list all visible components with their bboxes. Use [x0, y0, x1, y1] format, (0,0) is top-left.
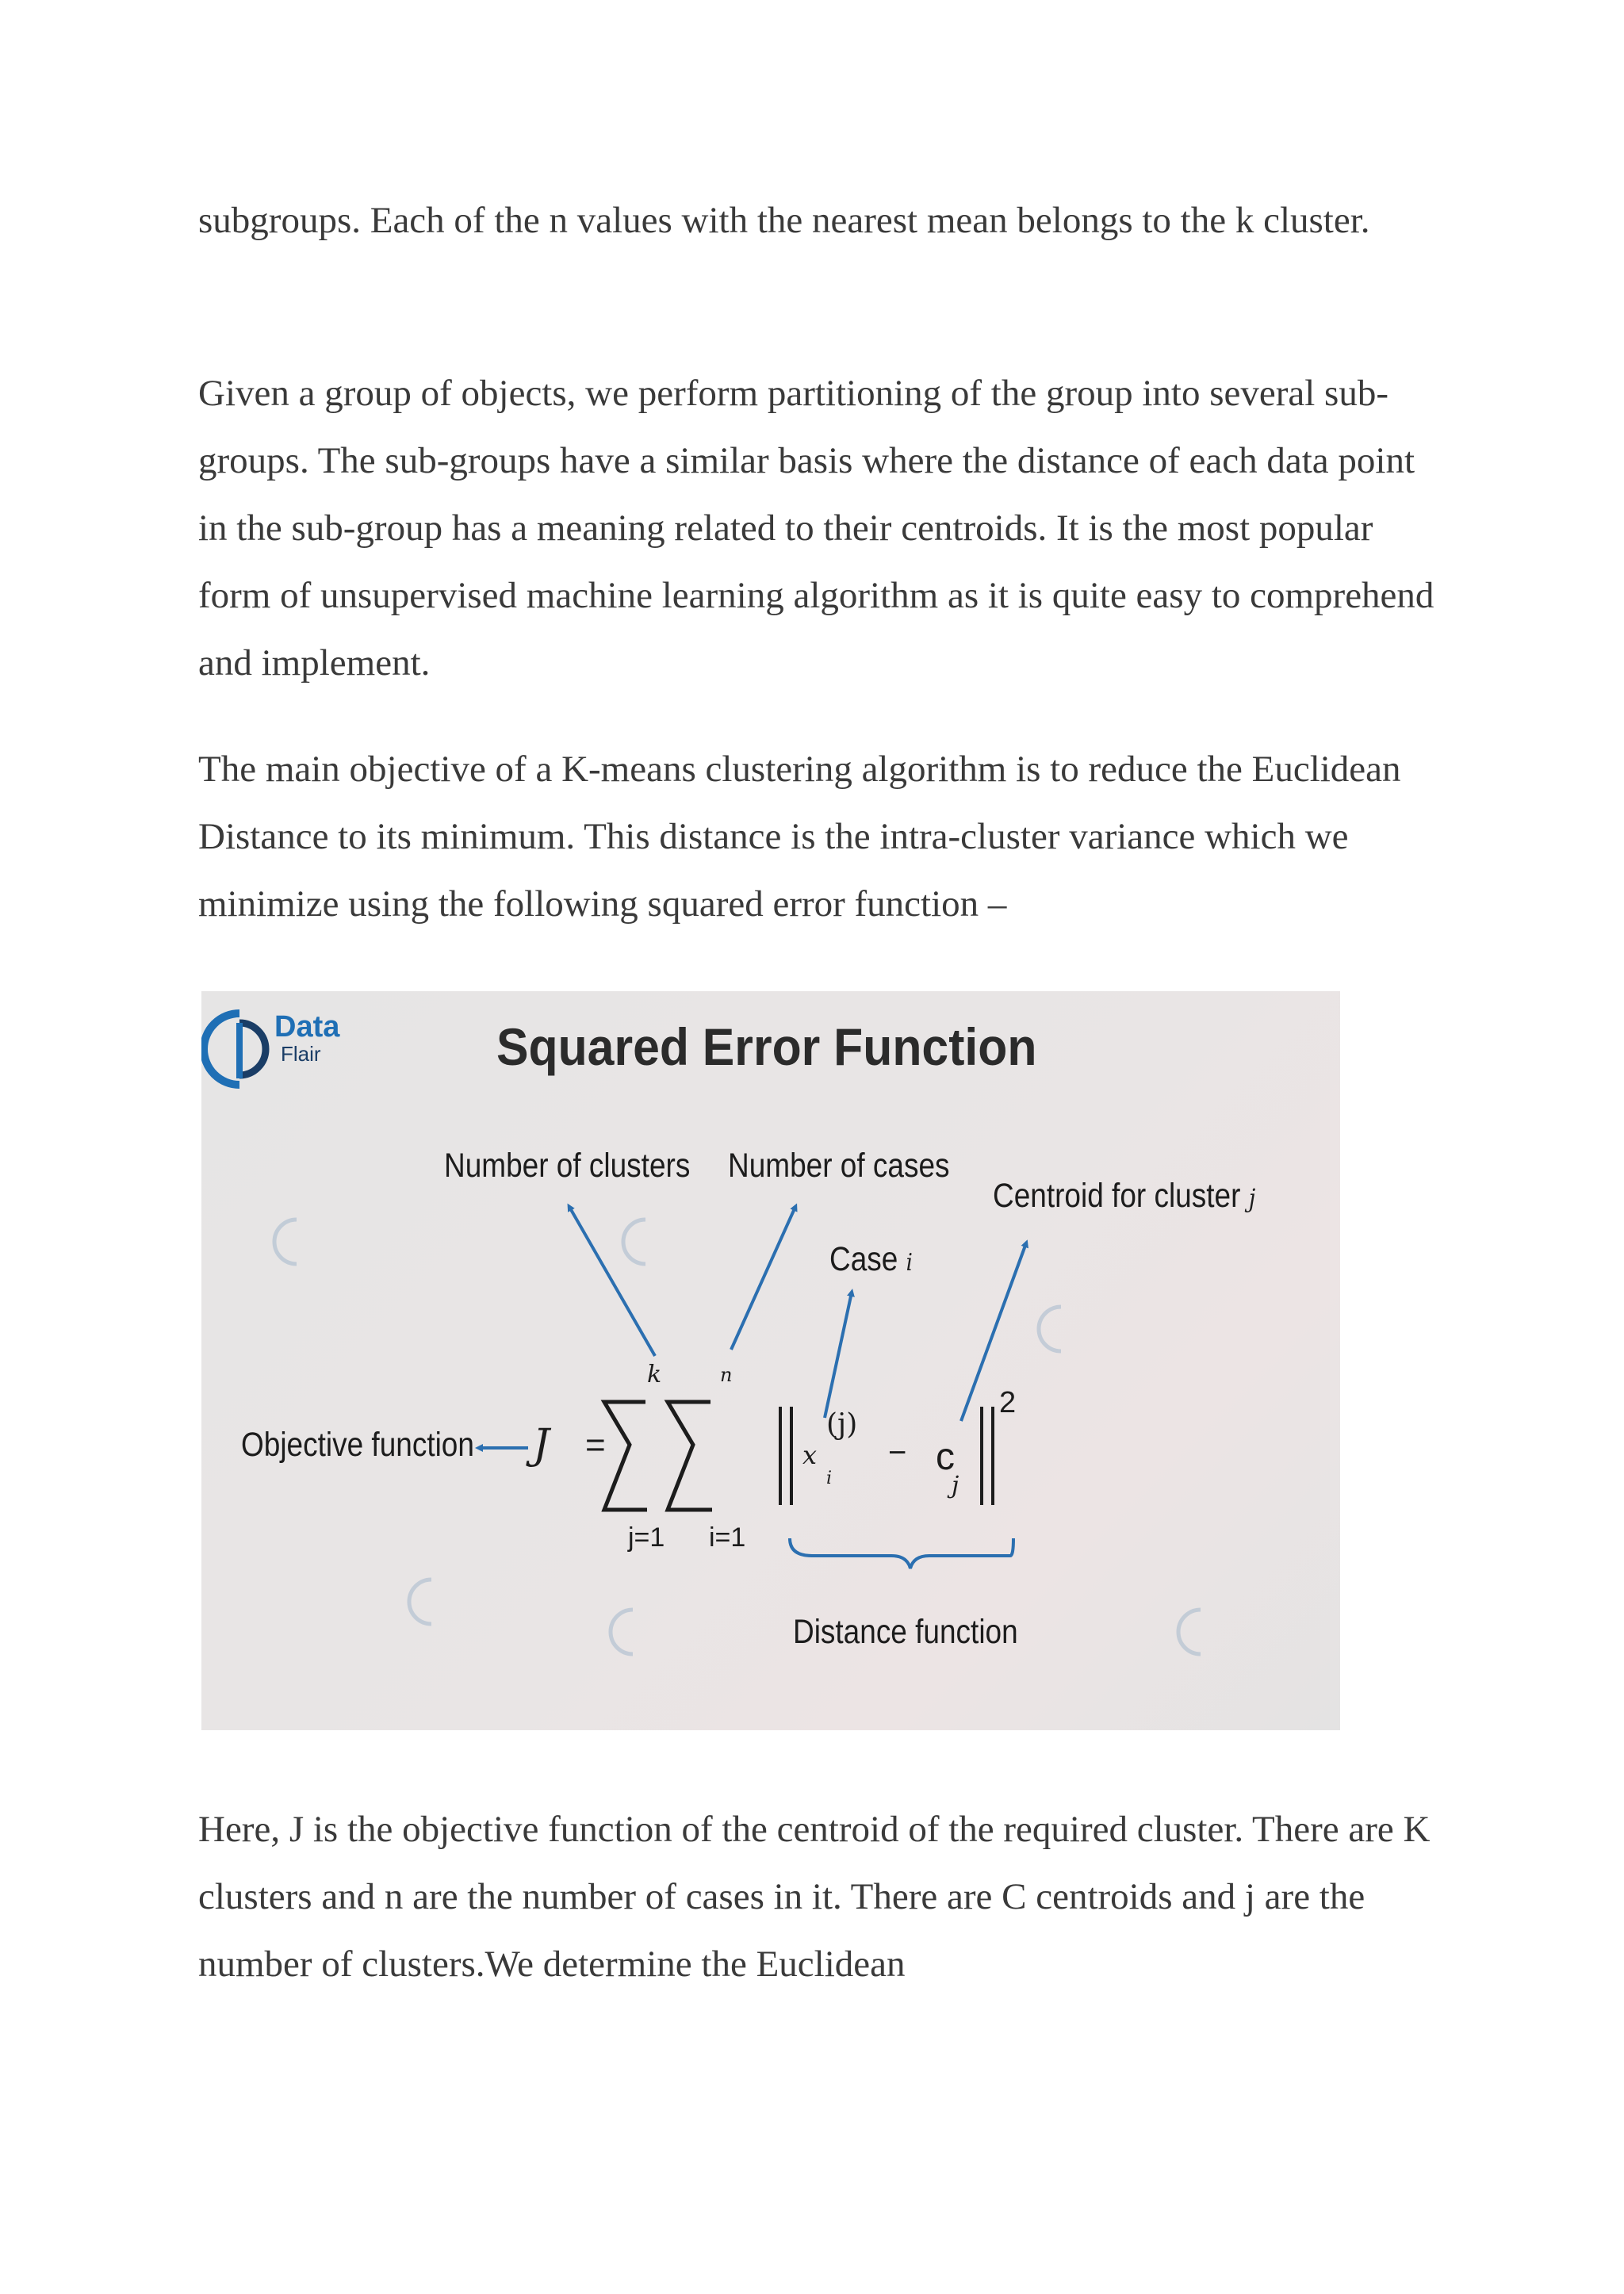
- formula-upper-k: k: [647, 1361, 662, 1388]
- formula-x: x: [802, 1440, 818, 1470]
- label-number-of-cases: Number of cases: [728, 1147, 950, 1185]
- formula-x-sub: i: [826, 1469, 833, 1488]
- paragraph-4: Here, J is the objective function of the centroid of the required cluster. There are K clusters and n are the number of cases in it. There are C centroids and j are the number of clusters.We determine the Euclidean: [198, 1809, 1431, 1985]
- paragraph-3: The main objective of a K-means clustering algorithm is to reduce the Euclidean Distance to its minimum. This distance is the intra-cluster variance which we minimize using the following squared error function –: [198, 749, 1401, 925]
- label-distance-function: Distance function: [793, 1613, 1018, 1651]
- formula-lower-i: i=1: [709, 1522, 746, 1553]
- squared-error-function-figure: [201, 991, 1340, 1730]
- label-centroid-for-cluster: [993, 1177, 1255, 1216]
- figure-title: Squared Error Function: [496, 1017, 1037, 1076]
- arrows: [479, 1207, 1026, 1448]
- sigma-j-icon: [604, 1402, 647, 1510]
- label-case: [829, 1240, 913, 1279]
- arrow-centroid: [961, 1243, 1026, 1421]
- label-objective-function: Objective function: [241, 1426, 474, 1464]
- formula-J: J: [533, 1421, 550, 1469]
- logo-data-text: Data: [274, 1010, 340, 1044]
- logo-flair-text: Flair: [281, 1042, 321, 1066]
- formula-power: 2: [999, 1386, 1017, 1419]
- formula-minus: −: [888, 1435, 907, 1470]
- sigma-i-icon: [668, 1402, 712, 1510]
- formula-c-sub: j: [952, 1472, 959, 1499]
- arrow-num-clusters: [569, 1207, 655, 1356]
- summation-symbols: [604, 1402, 712, 1510]
- paragraph-2: Given a group of objects, we perform partitioning of the group into several sub-groups. The sub-groups have a similar basis where the distance of each data point in the sub-group has a meaning related to their centroids. It is the most popular form of unsupervised machine learning algorithm as it is quite easy to comprehend and implement.: [198, 373, 1434, 684]
- formula-x-sup: (j): [826, 1408, 858, 1441]
- paragraph-1: subgroups. Each of the n values with the nearest mean belongs to the k cluster.: [198, 200, 1370, 241]
- case-label-text: Case: [829, 1240, 898, 1278]
- formula-lower-j: j=1: [628, 1522, 665, 1553]
- formula-c: c: [936, 1436, 955, 1478]
- formula-equals: =: [585, 1426, 606, 1465]
- dataflair-logo-icon: [204, 1013, 266, 1085]
- label-number-of-clusters: Number of clusters: [444, 1147, 691, 1185]
- formula-upper-n: n: [720, 1364, 733, 1386]
- case-var: i: [906, 1249, 913, 1277]
- distance-brace-icon: [790, 1538, 1013, 1568]
- arrow-case: [825, 1293, 852, 1418]
- centroid-label-text: Centroid for cluster: [993, 1177, 1241, 1215]
- arrow-num-cases: [731, 1207, 795, 1350]
- centroid-var: j: [1248, 1183, 1256, 1213]
- figure-graphics: [201, 991, 1340, 1730]
